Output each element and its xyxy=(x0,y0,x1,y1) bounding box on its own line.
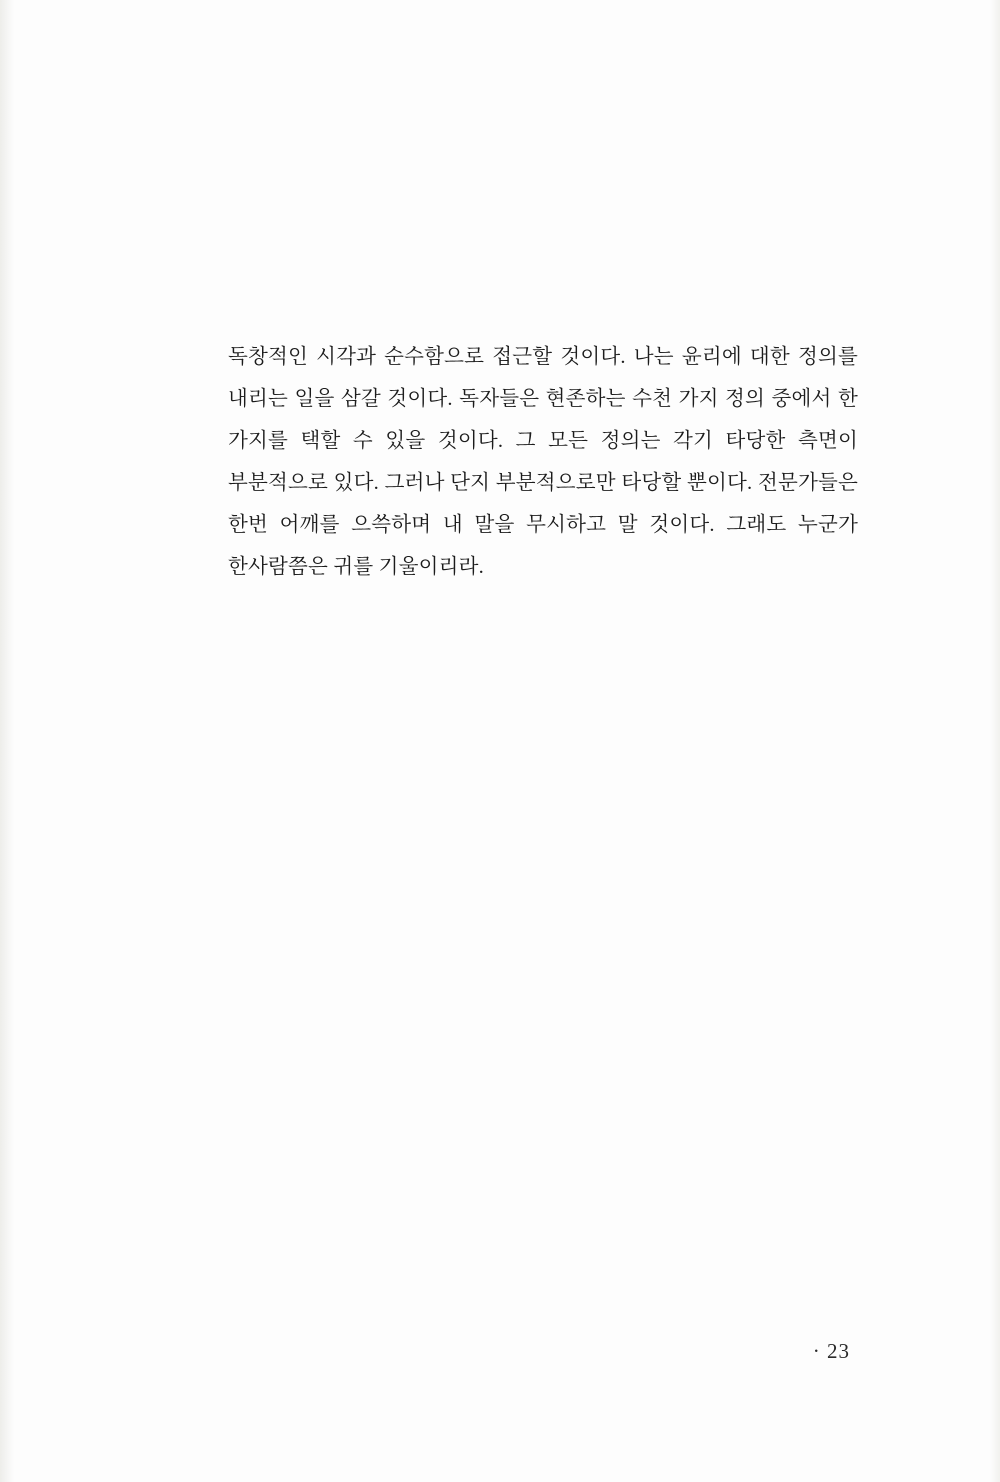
page-number: · 23 xyxy=(812,1339,850,1363)
body-paragraph: 독창적인 시각과 순수함으로 접근할 것이다. 나는 윤리에 대한 정의를 내리는 일을 삼갈 것이다. 독자들은 현존하는 수천 가지 정의 중에서 한 가지를 택할 수 있을 것이다. 그 모든 정의는 각기 타당한 측면이 부분적으로 있다. 그러나 단지 부분적으로만 타당할 뿐이다. 전문가들은 한번 어깨를 으쓱하며 내 말을 무시하고 말 것이다. 그래도 누군가 한사람쯤은 귀를 기울이리라. xyxy=(228,346,858,578)
page-text-block xyxy=(228,336,858,588)
